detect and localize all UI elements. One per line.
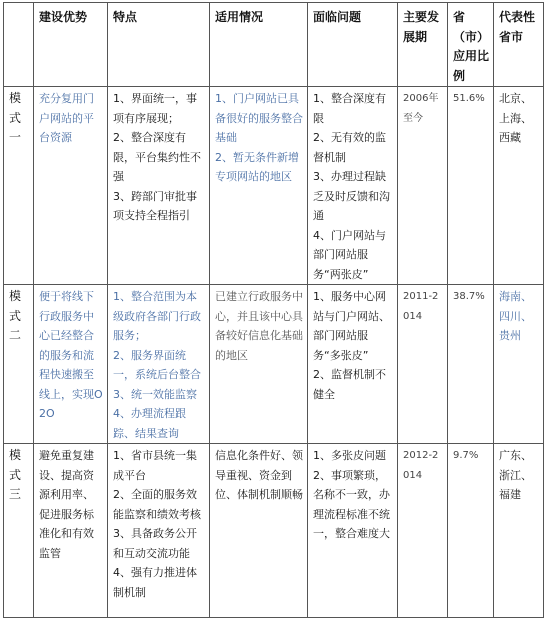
cities-cell: 北京、上海、西藏 [494,87,544,285]
header-applicability: 适用情况 [210,3,308,87]
header-cities: 代表性省市 [494,3,544,87]
applicability-item: 已建立行政服务中心，并且该中心具备较好信息化基础的地区 [215,290,303,362]
table-row [4,444,544,618]
period-cell: 2011-2014 [398,285,448,444]
header-features: 特点 [108,3,210,87]
features-cell [108,285,210,444]
problem-item: 2、事项繁琐，名称不一致，办理流程标准不统一，整合难度大 [313,468,390,540]
advantage-cell [34,444,108,618]
applicability-cell [210,444,308,618]
ratio-cell: 38.7% [448,285,494,444]
applicability-item: 1、门户网站已具备很好的服务整合基础 [215,92,303,144]
features-cell [108,444,210,618]
mode-label: 模式一 [4,87,34,285]
feature-item: 4、强有力推进体制机制 [113,566,197,599]
period-cell: 2012-2014 [398,444,448,618]
problem-item: 2、监督机制不健全 [313,368,386,401]
feature-item: 2、全面的服务效能监察和绩效考核 [113,488,201,521]
feature-item: 2、服务界面统一，系统后台整合 [113,348,201,381]
feature-item: 3、具备政务公开和互动交流功能 [113,527,197,560]
header-advantage: 建设优势 [34,3,108,87]
feature-item: 1、整合范围为本级政府各部门行政服务； [113,290,201,342]
problem-item: 2、无有效的监督机制 [313,131,386,164]
ratio-cell: 51.6% [448,87,494,285]
ratio-cell: 9.7% [448,444,494,618]
header-problems: 面临问题 [308,3,398,87]
problems-cell [308,444,398,618]
feature-item: 4、办理流程跟踪、结果查询 [113,407,186,440]
table-row [4,87,544,285]
feature-item: 1、界面统一，事项有序展现； [113,92,197,125]
advantage-text: 便于将线下行政服务中心已经整合的服务和流程快速搬至线上，实现O2O [39,290,103,420]
cities-cell: 海南、四川、贵州 [494,285,544,444]
problem-item: 1、整合深度有限 [313,92,386,125]
mode-label: 模式二 [4,285,34,444]
advantage-cell [34,285,108,444]
problems-cell [308,87,398,285]
applicability-cell [210,87,308,285]
feature-item: 3、统一效能监察 [113,387,197,401]
header-ratio: 省（市）应用比例 [448,3,494,87]
advantage-cell [34,87,108,285]
period-cell: 2006年至今 [398,87,448,285]
header-period: 主要发展期 [398,3,448,87]
table-row [4,285,544,444]
mode-label: 模式三 [4,444,34,618]
problem-item: 3、办理过程缺乏及时反馈和沟通 [313,170,390,222]
problems-cell [308,285,398,444]
feature-item: 1、省市县统一集成平台 [113,449,197,482]
cities-cell: 广东、浙江、福建 [494,444,544,618]
applicability-cell [210,285,308,444]
header-row [4,3,544,87]
header-cell-empty [4,3,34,87]
applicability-item: 信息化条件好、领导重视、资金到位、体制机制顺畅 [215,449,303,501]
advantage-text: 充分复用门户网站的平台资源 [39,92,94,144]
problem-item: 4、门户网站与部门网站服务“两张皮” [313,228,386,281]
problem-item: 1、多张皮问题 [313,449,386,462]
applicability-item: 2、暂无条件新增专项网站的地区 [215,150,299,183]
features-cell [108,87,210,285]
feature-item: 2、整合深度有限，平台集约性不强 [113,131,201,183]
advantage-text: 避免重复建设、提高资源利用率、促进服务标准化和有效监管 [39,449,94,560]
feature-item: 3、跨部门审批事项支持全程指引 [113,189,197,222]
comparison-table [3,2,544,618]
problem-item: 1、服务中心网站与门户网站、部门网站服务“多张皮” [313,290,390,362]
